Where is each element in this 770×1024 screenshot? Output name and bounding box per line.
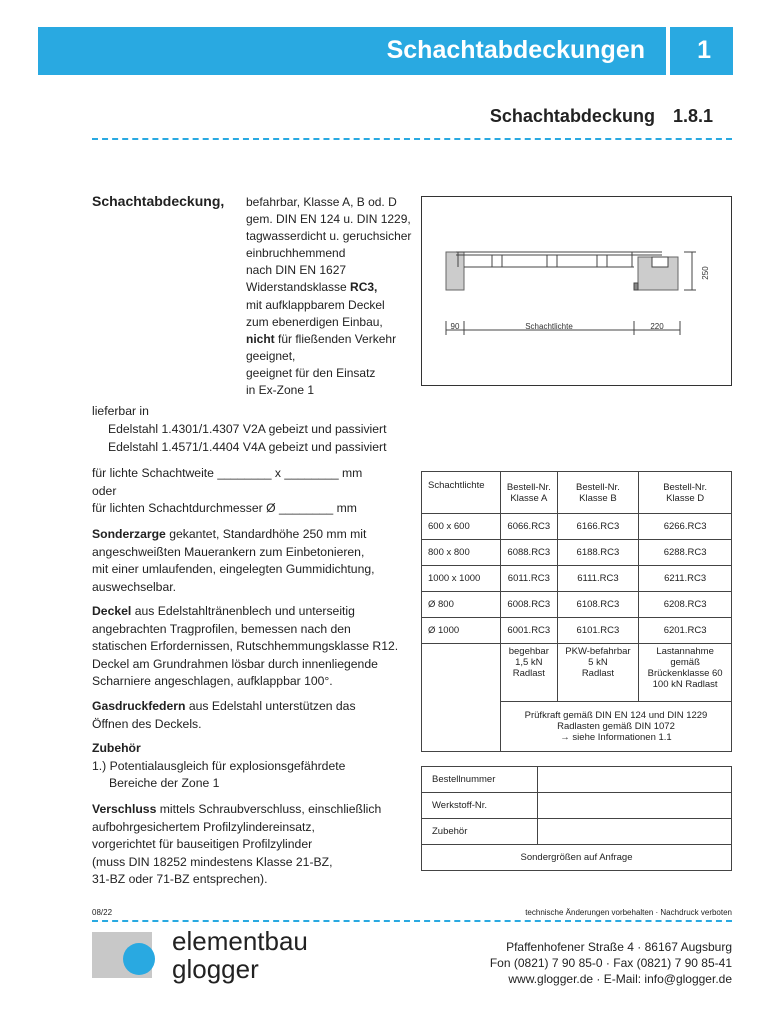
order-number-cell: 6008.RC3 [501, 592, 558, 618]
header-cell: Bestell-Nr. Klasse D [639, 472, 732, 514]
section-diagram [421, 196, 732, 386]
size-cell: Ø 1000 [422, 618, 501, 644]
brand-name-line-1: elementbau [172, 926, 308, 956]
header-cell: Bestell-Nr. Klasse B [557, 472, 639, 514]
top-divider [92, 138, 732, 140]
test-note-cell: Prüfkraft gemäß DIN EN 124 und DIN 1229 Radlasten gemäß DIN 1072 → siehe Informationen 1.1 [501, 702, 732, 752]
intro-line: geeignet für den Einsatz [246, 365, 376, 380]
header-cell: Bestell-Nr. Klasse A [501, 472, 558, 514]
gasdruck-title: Gasdruckfedern [92, 699, 186, 713]
spec-table [421, 471, 732, 752]
table-row [422, 566, 732, 592]
dim-right-label: 220 [650, 322, 664, 331]
bestellnummer-label: Bestellnummer [422, 767, 538, 793]
order-number-cell: 6266.RC3 [639, 514, 732, 540]
intro-line: geeignet, [246, 348, 296, 363]
zubehoer-title: Zubehör [92, 741, 141, 755]
load-row [422, 644, 732, 702]
brand-name-line-2: glogger [172, 954, 259, 984]
intro-line: tagwasserdicht u. geruchsicher [246, 229, 412, 244]
dims-line-3: für lichten Schachtdurchmesser Ø ________ mm [92, 501, 357, 515]
order-form-table [421, 766, 732, 871]
material-line-2: Edelstahl 1.4571/1.4404 V4A gebeizt und passiviert [108, 440, 387, 454]
order-number-cell: 6211.RC3 [639, 566, 732, 592]
header-bar [38, 27, 733, 75]
company-phone: Fon (0821) 7 90 85-0 · Fax (0821) 7 90 85-41 [489, 956, 732, 970]
dims-line-2: oder [92, 484, 117, 498]
sondergroessen-note: Sondergrößen auf Anfrage [422, 845, 732, 871]
material-line-1: Edelstahl 1.4301/1.4307 V2A gebeizt und passiviert [108, 422, 387, 436]
size-cell: Ø 800 [422, 592, 501, 618]
intro-line-nicht: nicht für fließenden Verkehr [246, 331, 397, 346]
header-cell: Schachtlichte [422, 472, 501, 514]
intro-line: einbruchhemmend [246, 246, 346, 261]
dim-mid-label: Schachtlichte [525, 322, 573, 331]
footer-note: technische Änderungen vorbehalten · Nachdruck verboten [525, 908, 732, 917]
order-number-cell: 6066.RC3 [501, 514, 558, 540]
size-cell: 600 x 600 [422, 514, 501, 540]
order-number-cell: 6111.RC3 [557, 566, 639, 592]
subtitle-title: Schachtabdeckung [489, 106, 655, 126]
deckel-title: Deckel [92, 604, 132, 618]
zubehoer-block: Zubehör 1.) Potentialausgleich für explosionsgefährdete Bereiche der Zone 1 [92, 741, 346, 791]
order-number-cell: 6188.RC3 [557, 540, 639, 566]
table-row [422, 618, 732, 644]
intro-lines [246, 194, 411, 399]
header-separator [666, 27, 670, 75]
intro-line: nach DIN EN 1627 [246, 263, 347, 278]
rc3-label: RC3, [350, 280, 378, 295]
footer-divider [92, 920, 732, 922]
sonderzarge-title: Sonderzarge [92, 527, 166, 541]
zubehoer-label: Zubehör [422, 819, 538, 845]
table-row [422, 592, 732, 618]
gasdruck-block: Gasdruckfedern aus Edelstahl unterstützen das Öffnen des Deckels. [92, 699, 356, 731]
dim-height-label: 250 [701, 266, 710, 280]
intro-line-rc: Widerstandsklasse RC3, [246, 280, 378, 295]
bestellnummer-field[interactable] [538, 767, 732, 793]
company-address: Pfaffenhofener Straße 4 · 86167 Augsburg [506, 940, 732, 954]
order-number-cell: 6108.RC3 [557, 592, 639, 618]
material-heading: lieferbar in [92, 404, 149, 418]
intro-lead: Schachtabdeckung, [92, 193, 225, 209]
load-cell: Lastannahme gemäß Brückenklasse 60 100 kN Radlast [639, 644, 732, 702]
verschluss-title: Verschluss [92, 802, 157, 816]
cross-section-drawing [422, 197, 731, 385]
nicht-label: nicht [246, 331, 275, 346]
dims-line-1: für lichte Schachtweite ________ x ________ mm [92, 466, 363, 480]
logo-blue-dot [123, 943, 155, 975]
size-cell: 1000 x 1000 [422, 566, 501, 592]
company-web: www.glogger.de · E-Mail: info@glogger.de [508, 972, 732, 986]
werkstoff-label: Werkstoff-Nr. [422, 793, 538, 819]
dim-left-label: 90 [450, 322, 460, 331]
note-row [422, 702, 732, 752]
order-number-cell: 6088.RC3 [501, 540, 558, 566]
empty-cell [422, 644, 501, 702]
intro-line: in Ex-Zone 1 [246, 383, 315, 398]
intro-line: zum ebenerdigen Einbau, [246, 314, 383, 329]
order-number-cell: 6001.RC3 [501, 618, 558, 644]
load-cell: begehbar 1,5 kN Radlast [501, 644, 558, 702]
intro-line: mit aufklappbarem Deckel [246, 297, 385, 312]
zubehoer-field[interactable] [538, 819, 732, 845]
size-cell: 800 x 800 [422, 540, 501, 566]
order-number-cell: 6011.RC3 [501, 566, 558, 592]
order-number-cell: 6288.RC3 [639, 540, 732, 566]
spec-header-row [422, 472, 732, 514]
header-title: Schachtabdeckungen [386, 36, 645, 64]
page-subtitle [490, 106, 713, 127]
table-row [422, 540, 732, 566]
subtitle-code: 1.8.1 [672, 106, 713, 126]
order-number-cell: 6208.RC3 [639, 592, 732, 618]
intro-line: gem. DIN EN 124 u. DIN 1229, [246, 212, 411, 227]
table-row [422, 514, 732, 540]
header-number: 1 [697, 36, 711, 64]
load-cell: PKW-befahrbar 5 kN Radlast [557, 644, 639, 702]
footer-date: 08/22 [92, 908, 113, 917]
intro-line: befahrbar, Klasse A, B od. D [246, 195, 397, 209]
deckel-block: Deckel aus Edelstahltränenblech und unterseitig angebrachten Tragprofilen, bemessen nach den statischen Erfordernissen, Rutschhemmungsklasse R12. Deckel am Grundrahmen lösbar durch innenliegende Scharniere angeschlagen, aufklappbar 100°. [92, 604, 399, 689]
order-number-cell: 6101.RC3 [557, 618, 639, 644]
order-number-cell: 6166.RC3 [557, 514, 639, 540]
empty-cell [422, 702, 501, 752]
werkstoff-field[interactable] [538, 793, 732, 819]
verschluss-block: Verschluss mittels Schraubverschluss, einschließlich aufbohrgesichertem Profilzylindereinsatz, vorgerichtet für bauseitigen Profilzylinder (muss DIN 18252 mindestens Klasse 21-BZ, 31-BZ oder 71-BZ entsprechen). [92, 802, 382, 887]
sonderzarge-block: Sonderzarge gekantet, Standardhöhe 250 mm mit angeschweißten Mauerankern zum Einbetonieren, mit einer umlaufenden, eingelegten Gummidichtung, auswechselbar. [92, 527, 375, 594]
order-number-cell: 6201.RC3 [639, 618, 732, 644]
